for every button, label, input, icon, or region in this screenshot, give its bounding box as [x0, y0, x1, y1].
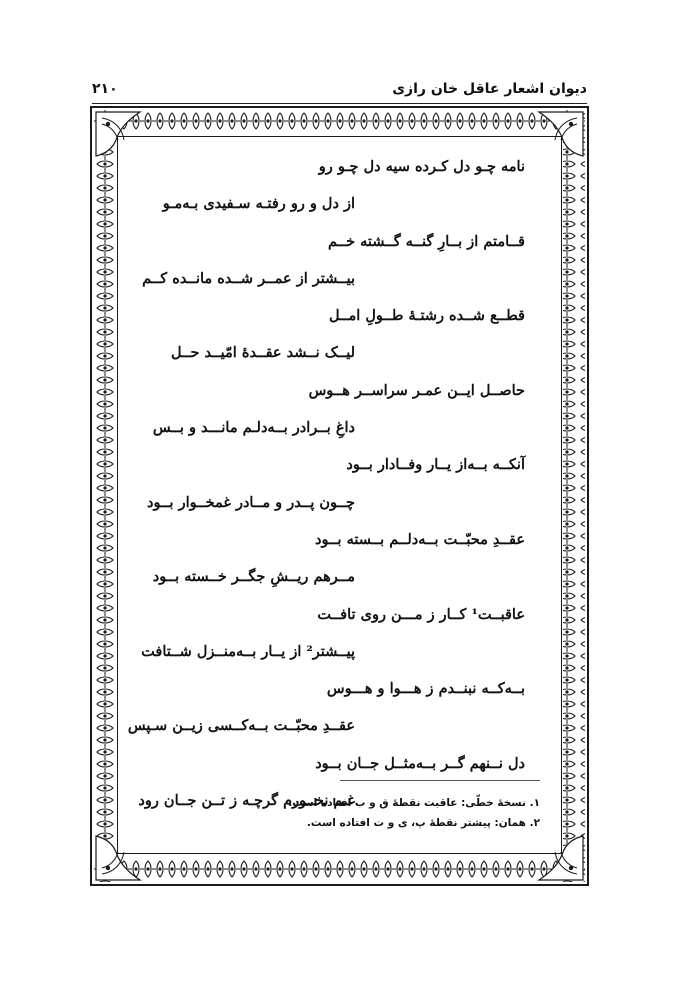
footnote-item: ۲. همان: پیشتر نقطهٔ پ، ی و ت افتاده است.	[306, 817, 540, 829]
verse-line: عقــدِ محبّــت بــه‌دلــم بــسته بــود	[315, 530, 525, 548]
poem-body	[127, 148, 525, 819]
verse-line: چــون پــدر و مــادر غمخــوار بــود	[147, 493, 355, 511]
header-rule	[92, 103, 587, 104]
verse-line: عقــدِ محبّــت بــه‌کــسی زیــن سـپس	[127, 717, 355, 735]
verse-line: پیــشتر² از یــار بــه‌منــزل شــتافت	[141, 642, 355, 660]
verse-line: بیــشتر از عمــر شــده مانــده کــم	[142, 269, 355, 287]
verse-line: دل نــنهم گــر بــه‌مثــل جــان بــود	[315, 754, 525, 772]
verse-line: حاصــل ایــن عمـر سراســر هــوس	[308, 381, 525, 399]
verse-line: قــامتم از بــارِ گنــه گــشته خــم	[327, 232, 525, 250]
footnote-rule	[340, 780, 540, 781]
verse-line: بــه‌کــه نبنــدم ز هـــوا و هـــوس	[326, 680, 525, 698]
footnote-item: ۱. نسخهٔ خطّی: عاقبت نقطهٔ ق و ب افتاده است.	[288, 797, 540, 809]
page-header	[92, 78, 587, 100]
footnotes	[288, 793, 540, 833]
verse-line: آنکــه بــه‌از یــار وفــادار بــود	[346, 456, 525, 474]
verse-line: داغِ بــرادر بــه‌دلـم مانـــد و بــس	[152, 419, 355, 437]
verse-line: نامه چـو دل کـرده سیه دل چـو رو	[318, 158, 525, 175]
verse-line: لیــک نــشد عقــدهٔ امّیــد حــل	[171, 344, 355, 362]
verse-line: مــرهم ریــشِ جگــر خــسته بــود	[152, 568, 355, 586]
verse-line: از دل و رو رفتـه سـفیدی بـه‌مـو	[162, 195, 355, 213]
verse-line: غـم نخــورم گرچـه ز تــن جــان رود	[138, 792, 355, 810]
verse-line: عاقبــت¹ کــار ز مـــن روی تافــت	[317, 605, 525, 623]
verse-line: قطــع شــده رشتـهٔ طــولِ امــل	[329, 307, 525, 325]
page-number: ۲۱۰	[92, 81, 118, 97]
book-title: دیوان اشعار عاقل خان رازی	[392, 81, 587, 97]
